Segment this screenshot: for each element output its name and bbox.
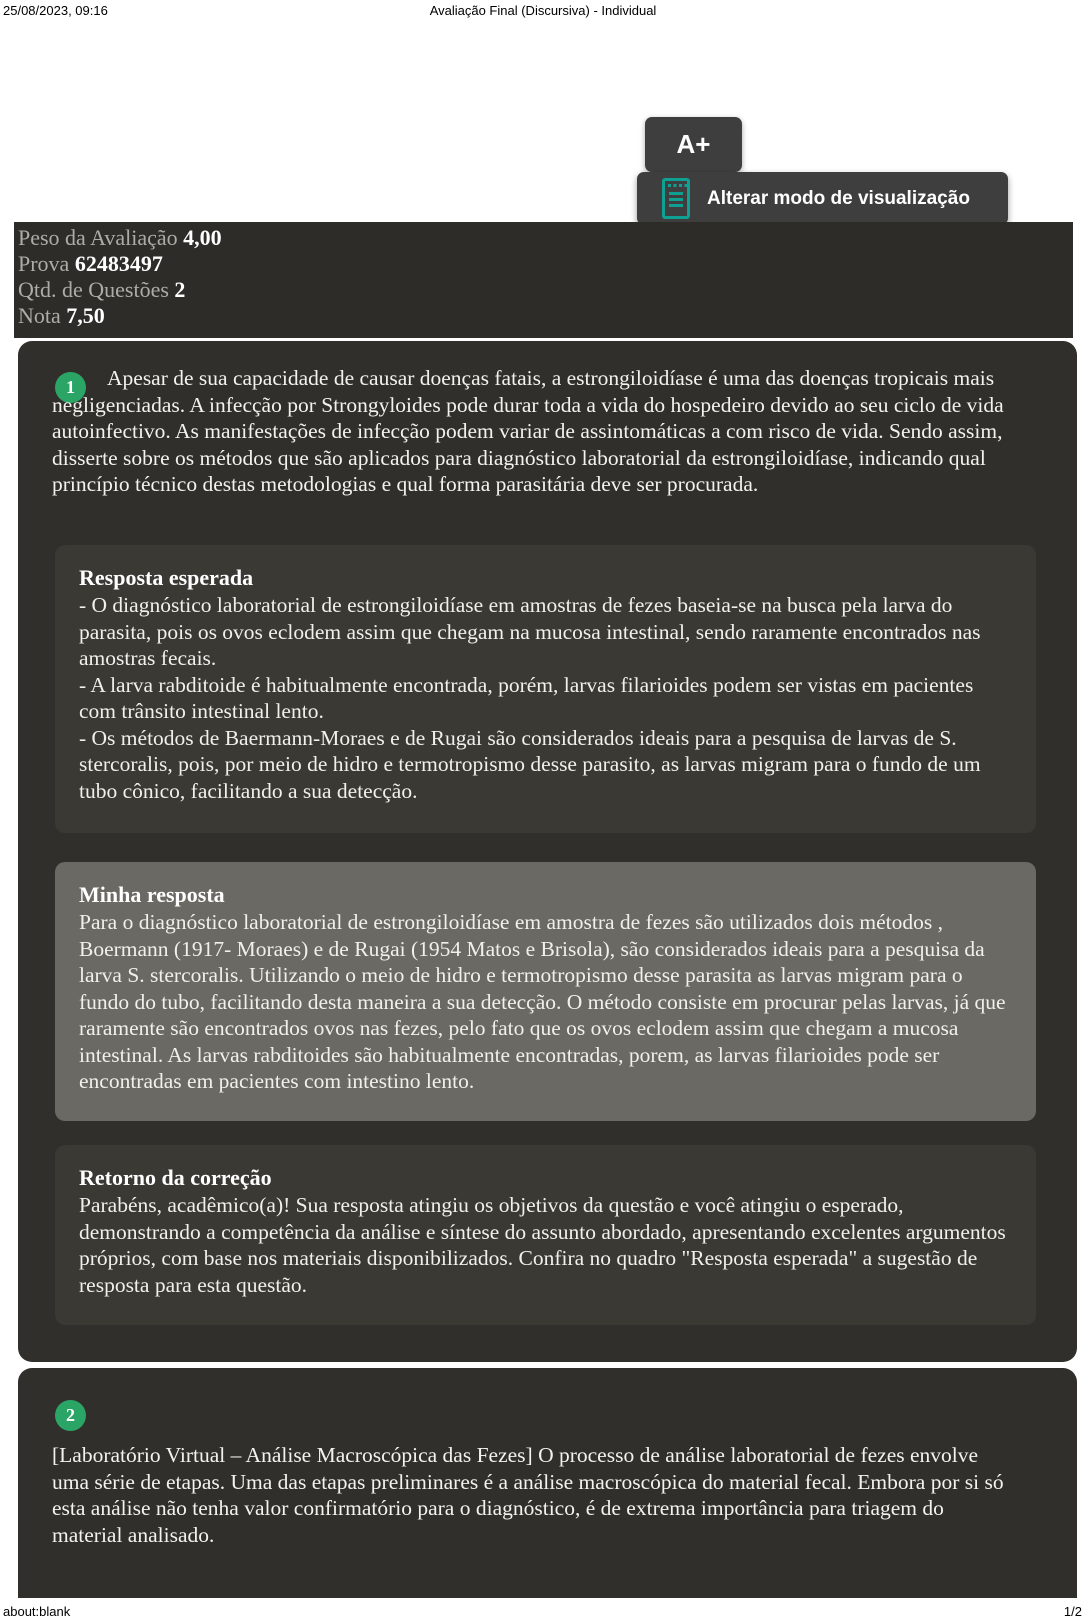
exam-info-value: 62483497: [74, 251, 163, 276]
expected-answer-title: Resposta esperada: [79, 565, 254, 590]
correction-feedback-block: [55, 1145, 1036, 1325]
exam-info-row-question-count: [18, 277, 1073, 303]
font-size-button[interactable]: A+: [645, 117, 742, 172]
change-view-mode-button[interactable]: [637, 172, 1008, 225]
document-list-icon-line: [669, 198, 683, 201]
my-answer-block: [55, 862, 1036, 1121]
expected-answer-paragraph: - A larva rabditoide é habitualmente encontrada, porém, larvas filarioides podem ser vistas em pacientes com trânsito intestinal lento.: [79, 672, 974, 723]
print-footer: [0, 1601, 1086, 1619]
exam-info-label: Prova: [18, 251, 70, 276]
exam-info-label: Nota: [18, 303, 61, 328]
question-2-text: [Laboratório Virtual – Análise Macroscópica das Fezes] O processo de análise laboratorial de fezes envolve uma série de etapas. Uma das etapas preliminares é a análise macroscópica do material fecal. Embora por si só esta análise não tenha valor confirmatório para o diagnóstico, é de extrema importância para triagem do material analisado.: [52, 1443, 1004, 1547]
exam-info-value: 4,00: [183, 225, 222, 250]
print-footer-url: about:blank: [3, 1604, 71, 1619]
question-1-card: [18, 341, 1077, 1362]
question-2-number-badge: 2: [55, 1400, 86, 1431]
my-answer-text: Para o diagnóstico laboratorial de estrongiloidíase em amostra de fezes são utilizados dois métodos , Boermann (1917- Moraes) e de Rugai (1954 Matos e Brisola), são considerados ideais para a pesquisa da larva S. stercoralis. Utilizando o meio de hidro e termotropismo desse parasita as larvas migram para o fundo do tubo, facilitando desta maneira a sua detecção. O método consiste em procurar pelas larvas, já que raramente são encontrados ovos nas fezes, pelo fato que os ovos eclodem assim que chegam a mucosa intestinal. As larvas rabditoides são habitualmente encontradas, porem, as larvas filarioides pode ser encontradas em pacientes com intestino lento.: [79, 910, 1006, 1093]
question-2-card: [18, 1368, 1077, 1598]
expected-answer-paragraph: - Os métodos de Baermann-Moraes e de Rugai são considerados ideais para a pesquisa de larvas de S. stercoralis, pois, por meio de hidro e termotropismo desse parasito, as larvas migram para o fundo de um tubo cônico, facilitando a sua detecção.: [79, 725, 981, 803]
print-header: [0, 3, 1086, 21]
my-answer-title: Minha resposta: [79, 882, 225, 907]
exam-info-row-grade: [18, 303, 1073, 329]
exam-info-label: Qtd. de Questões: [18, 277, 169, 302]
document-list-icon-line: [669, 192, 683, 195]
question-1-number-badge: 1: [55, 372, 86, 403]
exam-info-value: 2: [174, 277, 186, 302]
expected-answer-paragraph: - O diagnóstico laboratorial de estrongiloidíase em amostras de fezes baseia-se na busca pela larva do parasita, pois os ovos eclodem assim que chegam na mucosa intestinal, sendo raramente encontrados nas amostras fecais.: [79, 593, 981, 670]
document-list-icon-dots: [668, 184, 688, 187]
document-list-icon-line: [669, 204, 683, 207]
document-list-icon: [662, 178, 690, 219]
question-1-text: Apesar de sua capacidade de causar doenças fatais, a estrongiloidíase é uma das doenças tropicais mais negligenciadas. A infecção por Strongyloides pode durar toda a vida do hospedeiro devido ao seu ciclo de vida autoinfectivo. As manifestações de infecção podem variar de assintomáticas a com risco de vida. Sendo assim, disserte sobre os métodos que são aplicados para diagnóstico laboratorial da estrongiloidíase, indicando qual princípio técnico destas metodologias e qual forma parasitária deve ser procurada.: [52, 366, 1004, 496]
correction-feedback-title: Retorno da correção: [79, 1165, 272, 1190]
print-footer-page-number: 1/2: [1063, 1604, 1082, 1619]
exam-info-label: Peso da Avaliação: [18, 225, 178, 250]
change-view-mode-label: Alterar modo de visualização: [707, 187, 970, 209]
exam-info-row-exam-id: [18, 251, 1073, 277]
correction-feedback-text: Parabéns, acadêmico(a)! Sua resposta atingiu os objetivos da questão e você atingiu o esperado, demonstrando a competência da análise e síntese do assunto abordado, apresentando excelentes argumentos próprios, com base nos materiais disponibilizados. Confira no quadro "Resposta esperada" a sugestão de resposta para esta questão.: [79, 1193, 1006, 1297]
exam-info-panel: [14, 222, 1073, 338]
print-header-datetime: 25/08/2023, 09:16: [3, 3, 108, 18]
exam-info-value: 7,50: [66, 303, 105, 328]
expected-answer-block: [55, 545, 1036, 833]
exam-info-row-weight: [18, 225, 1073, 251]
print-header-title: Avaliação Final (Discursiva) - Individual: [429, 3, 657, 18]
